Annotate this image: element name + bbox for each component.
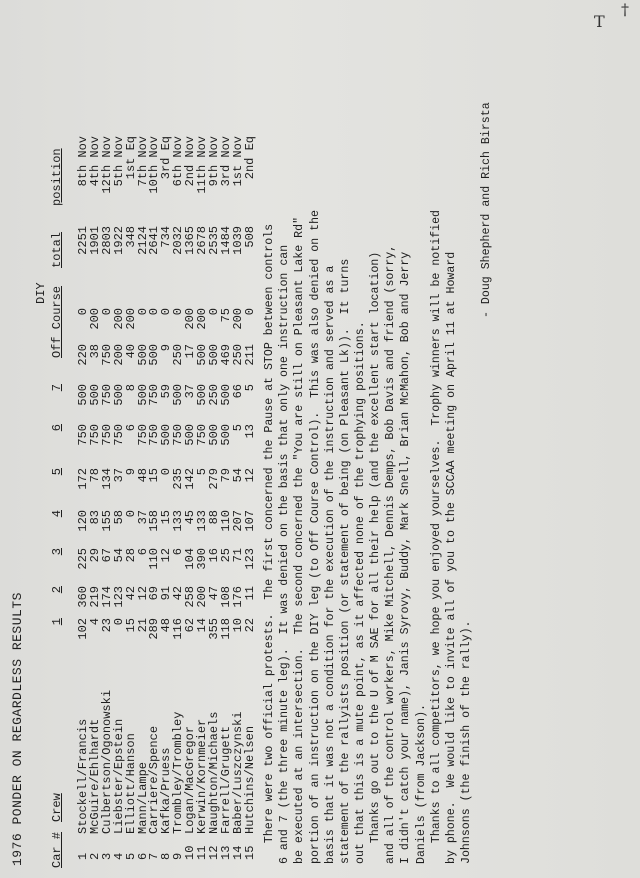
table-cell: 6th Nov: [171, 136, 186, 187]
table-cell: 13: [218, 845, 233, 860]
table-cell: 21: [135, 618, 150, 633]
table-cell: 2678: [195, 226, 209, 255]
table-cell: 14: [230, 845, 245, 860]
table-cell: 2032: [171, 226, 186, 255]
table-cell: 123: [111, 586, 126, 608]
table-cell: 750: [195, 424, 209, 446]
table-cell: 500: [135, 384, 150, 406]
table-cell: 88: [206, 510, 221, 525]
table-cell: 11: [242, 586, 257, 601]
table-cell: Liebster/Epstein: [111, 718, 126, 834]
column-header: Crew: [50, 793, 64, 822]
table-cell: 219: [87, 586, 102, 608]
column-header: Off Course: [50, 285, 64, 358]
table-cell: 29: [87, 548, 102, 563]
table-cell: 40: [123, 344, 138, 359]
table-cell: 0: [242, 308, 257, 316]
table-cell: 2251: [76, 226, 90, 255]
table-cell: 8: [159, 852, 174, 860]
table-cell: 2535: [206, 226, 221, 255]
pencil-mark: †: [621, 0, 629, 19]
table-cell: 15: [123, 618, 138, 633]
table-cell: 12: [242, 468, 257, 483]
table-cell: 200: [230, 308, 245, 330]
table-cell: 116: [171, 618, 186, 640]
table-cell: 15: [159, 510, 174, 525]
table-cell: 102: [76, 618, 90, 640]
table-cell: 69: [147, 586, 162, 601]
table-cell: 750: [147, 384, 162, 406]
table-cell: 5: [230, 424, 245, 432]
table-cell: 5: [195, 468, 209, 476]
table-cell: 1901: [87, 226, 102, 255]
table-cell: 3rd Nov: [218, 136, 233, 187]
table-cell: 0: [159, 308, 174, 316]
table-cell: 1st Nov: [230, 136, 245, 187]
thanks-paragraph: Thanks go out to the U of M SAE for all their help (and the excellent start location) and all of the control workers, Mike Mitchell, Dennis Demps, Bob Davis and friend (sorry, I didn't catch your name), Janis Syrovy, Buddy, Mark Snell, Brian McMahon, Bob and Jerry Daniels (from Jackson).: [369, 244, 428, 864]
table-cell: 28: [123, 548, 138, 563]
competitors-paragraph: Thanks to all competitors, we hope you enjoyed yourselves. Trophy winners will be notified by phone. We would like to invite all of you to the SCCAA meeting on April 11 at Howard Johnsons (the finish of the rally).: [430, 210, 474, 864]
table-cell: 0: [159, 468, 174, 476]
table-cell: 4: [87, 618, 102, 626]
table-cell: 7th Nov: [135, 136, 150, 187]
column-header: 1: [50, 618, 64, 626]
table-cell: 500: [218, 384, 233, 406]
table-cell: Trombley/Trombley: [171, 711, 186, 834]
table-cell: 500: [195, 384, 209, 406]
table-cell: 0: [171, 308, 186, 316]
table-cell: 10: [230, 618, 245, 633]
table-cell: Culbertson/Ogonowski: [99, 689, 114, 834]
diy-label: DIY: [34, 282, 48, 304]
table-cell: 0: [123, 510, 138, 518]
table-cell: 12: [135, 586, 150, 601]
table-cell: 62: [183, 618, 198, 633]
table-cell: 14: [195, 618, 209, 633]
table-cell: 9th Nov: [206, 136, 221, 187]
table-cell: 235: [171, 468, 186, 490]
table-cell: 75: [218, 308, 233, 323]
table-cell: 220: [76, 344, 90, 366]
column-header: 2: [50, 586, 64, 594]
table-cell: 110: [147, 548, 162, 570]
table-cell: 200: [183, 308, 198, 330]
table-cell: Kerwin/Kornmeier: [195, 718, 209, 834]
table-cell: Carriere/Spence: [147, 725, 162, 834]
table-cell: 0: [206, 308, 221, 316]
table-cell: 118: [218, 618, 233, 640]
table-cell: 54: [111, 548, 126, 563]
table-cell: 6: [171, 548, 186, 556]
table-cell: 500: [206, 424, 221, 446]
table-cell: 750: [135, 424, 150, 446]
protest-paragraph: There were two official protests. The first concerned the Pause at STOP between controls 6 and 7 (the three minute leg). It was denied on the basis that only one instruction can be executed at an intersection. The second concerned the "You are still on Pleasant Lake Rd" portion of an instruction on the DIY leg (to Off Course Control). This was also denied on the basis that it was not a condition for the execution of the instruction and served as a statement of the rallyists position (or statement of being (on Pleasant Lk)). It turns out that this is a mute point, as it affected none of the trophying positions.: [263, 210, 368, 864]
table-cell: 734: [159, 226, 174, 248]
table-cell: 250: [206, 384, 221, 406]
table-cell: 6: [135, 852, 150, 860]
table-cell: 5: [242, 384, 257, 392]
table-cell: 3: [99, 852, 114, 860]
column-header: total: [50, 231, 64, 268]
table-cell: 67: [99, 548, 114, 563]
table-cell: 1039: [230, 226, 245, 255]
table-cell: 5th Nov: [111, 136, 126, 187]
table-cell: 750: [111, 424, 126, 446]
table-cell: 45: [183, 510, 198, 525]
table-cell: 83: [87, 510, 102, 525]
table-cell: 37: [111, 468, 126, 483]
table-cell: 207: [230, 510, 245, 532]
table-cell: 134: [99, 468, 114, 490]
table-cell: 158: [147, 510, 162, 532]
table-cell: 38: [87, 344, 102, 359]
table-cell: 200: [195, 308, 209, 330]
table-cell: 8th Nov: [76, 136, 90, 187]
table-cell: 500: [171, 384, 186, 406]
table-cell: 500: [76, 384, 90, 406]
table-cell: Baber/Luszczynski: [230, 711, 245, 834]
table-cell: 1st Eq: [123, 136, 138, 180]
table-cell: 155: [99, 510, 114, 532]
table-cell: 500: [159, 424, 174, 446]
table-cell: 11: [195, 845, 209, 860]
table-cell: 172: [76, 468, 90, 490]
table-cell: Hutchins/Nelsen: [242, 725, 257, 834]
table-cell: 1: [76, 852, 90, 860]
table-cell: 71: [230, 548, 245, 563]
table-cell: 12: [159, 548, 174, 563]
table-cell: 10th Nov: [147, 136, 162, 194]
table-cell: 1922: [111, 226, 126, 255]
column-header: 7: [50, 384, 64, 392]
table-cell: 5: [123, 852, 138, 860]
table-cell: 250: [230, 344, 245, 366]
table-cell: Mann/Lampe: [135, 761, 150, 834]
table-cell: 500: [111, 384, 126, 406]
table-cell: 750: [171, 424, 186, 446]
table-cell: Elliott/Hanson: [123, 733, 138, 834]
table-cell: 107: [242, 510, 257, 532]
table-cell: 750: [99, 384, 114, 406]
table-cell: 500: [195, 344, 209, 366]
table-cell: 2803: [99, 226, 114, 255]
table-cell: 469: [218, 344, 233, 366]
table-cell: 289: [147, 618, 162, 640]
table-cell: 258: [183, 586, 198, 608]
table-cell: 355: [206, 618, 221, 640]
table-cell: 120: [76, 510, 90, 532]
table-cell: 500: [183, 424, 198, 446]
table-cell: Logan/MacGregor: [183, 725, 198, 834]
table-cell: 6: [135, 548, 150, 556]
table-cell: 390: [195, 548, 209, 570]
table-cell: 348: [123, 226, 138, 248]
table-cell: 123: [242, 548, 257, 570]
table-cell: 79: [218, 468, 233, 483]
table-cell: 37: [183, 384, 198, 399]
table-cell: Stockell/Francis: [76, 718, 90, 834]
table-cell: 200: [195, 586, 209, 608]
column-header: 5: [50, 468, 64, 476]
table-cell: 7: [147, 852, 162, 860]
table-cell: 0: [76, 308, 90, 316]
table-cell: 0: [111, 618, 126, 626]
table-cell: 500: [135, 344, 150, 366]
table-cell: 508: [242, 226, 257, 248]
table-cell: 15: [242, 845, 257, 860]
table-cell: 25: [218, 548, 233, 563]
table-cell: 0: [99, 308, 114, 316]
table-cell: 750: [99, 344, 114, 366]
table-cell: 9: [171, 852, 186, 860]
table-cell: 500: [147, 344, 162, 366]
table-cell: 200: [111, 344, 126, 366]
table-cell: 0: [135, 308, 150, 316]
table-cell: 15: [147, 468, 162, 483]
table-cell: 16: [206, 548, 221, 563]
table-cell: 22: [242, 618, 257, 633]
table-cell: 500: [218, 424, 233, 446]
table-cell: 54: [230, 468, 245, 483]
table-cell: 10: [183, 845, 198, 860]
table-cell: 48: [135, 468, 150, 483]
table-cell: McGuire/Ehlhardt: [87, 718, 102, 834]
table-cell: 3rd Eq: [159, 136, 174, 180]
table-cell: Kafka/Pruess: [159, 747, 174, 834]
table-cell: 750: [99, 424, 114, 446]
table-cell: 12th Nov: [99, 136, 114, 194]
table-cell: 110: [218, 510, 233, 532]
column-header: position: [50, 148, 64, 206]
signature: - Doug Shepherd and Rich Birsta: [480, 102, 493, 318]
table-cell: 66: [230, 384, 245, 399]
table-cell: 750: [147, 424, 162, 446]
table-cell: 17: [183, 344, 198, 359]
table-cell: 4: [111, 852, 126, 860]
pencil-mark: T: [594, 12, 605, 31]
table-cell: 104: [183, 548, 198, 570]
table-cell: 9: [123, 468, 138, 476]
table-cell: 360: [76, 586, 90, 608]
table-cell: 174: [99, 586, 114, 608]
table-cell: 4th Nov: [87, 136, 102, 187]
table-cell: 13: [242, 424, 257, 439]
table-cell: 211: [242, 344, 257, 366]
table-cell: 37: [135, 510, 150, 525]
table-cell: 6: [123, 424, 138, 432]
table-cell: 58: [111, 510, 126, 525]
table-cell: 142: [183, 468, 198, 490]
table-cell: 42: [171, 586, 186, 601]
table-cell: 9: [159, 344, 174, 352]
table-cell: 47: [206, 586, 221, 601]
table-cell: 48: [159, 618, 174, 633]
table-cell: 59: [159, 384, 174, 399]
table-cell: 2nd Nov: [183, 136, 198, 187]
table-cell: 500: [206, 344, 221, 366]
table-cell: 2: [87, 852, 102, 860]
table-cell: 250: [171, 344, 186, 366]
column-header: 4: [50, 510, 64, 518]
table-cell: 200: [111, 308, 126, 330]
table-cell: 1365: [183, 226, 198, 255]
table-cell: 78: [87, 468, 102, 483]
table-cell: 2nd Eq: [242, 136, 257, 180]
table-cell: 42: [123, 586, 138, 601]
column-header: 6: [50, 424, 64, 432]
table-cell: 12: [206, 845, 221, 860]
column-header: Car #: [50, 831, 64, 868]
page-title: 1976 PONDER ON REGARDLESS RESULTS: [10, 592, 25, 866]
table-cell: 750: [87, 424, 102, 446]
table-cell: 2124: [135, 226, 150, 255]
table-cell: 2641: [147, 226, 162, 255]
table-cell: 200: [123, 308, 138, 330]
table-cell: 108: [218, 586, 233, 608]
table-cell: 133: [195, 510, 209, 532]
table-cell: 176: [230, 586, 245, 608]
table-cell: 225: [76, 548, 90, 570]
table-cell: Naughton/Michaels: [206, 711, 221, 834]
table-cell: 1484: [218, 226, 233, 255]
table-cell: 500: [87, 384, 102, 406]
column-header: 3: [50, 548, 64, 556]
table-cell: 91: [159, 586, 174, 601]
table-cell: 279: [206, 468, 221, 490]
table-cell: Farrell/Grugett: [218, 725, 233, 834]
table-cell: 11th Nov: [195, 136, 209, 194]
table-cell: 133: [171, 510, 186, 532]
table-cell: 200: [87, 308, 102, 330]
table-cell: 750: [76, 424, 90, 446]
table-cell: 8: [123, 384, 138, 392]
table-cell: 23: [99, 618, 114, 633]
table-cell: 0: [147, 308, 162, 316]
